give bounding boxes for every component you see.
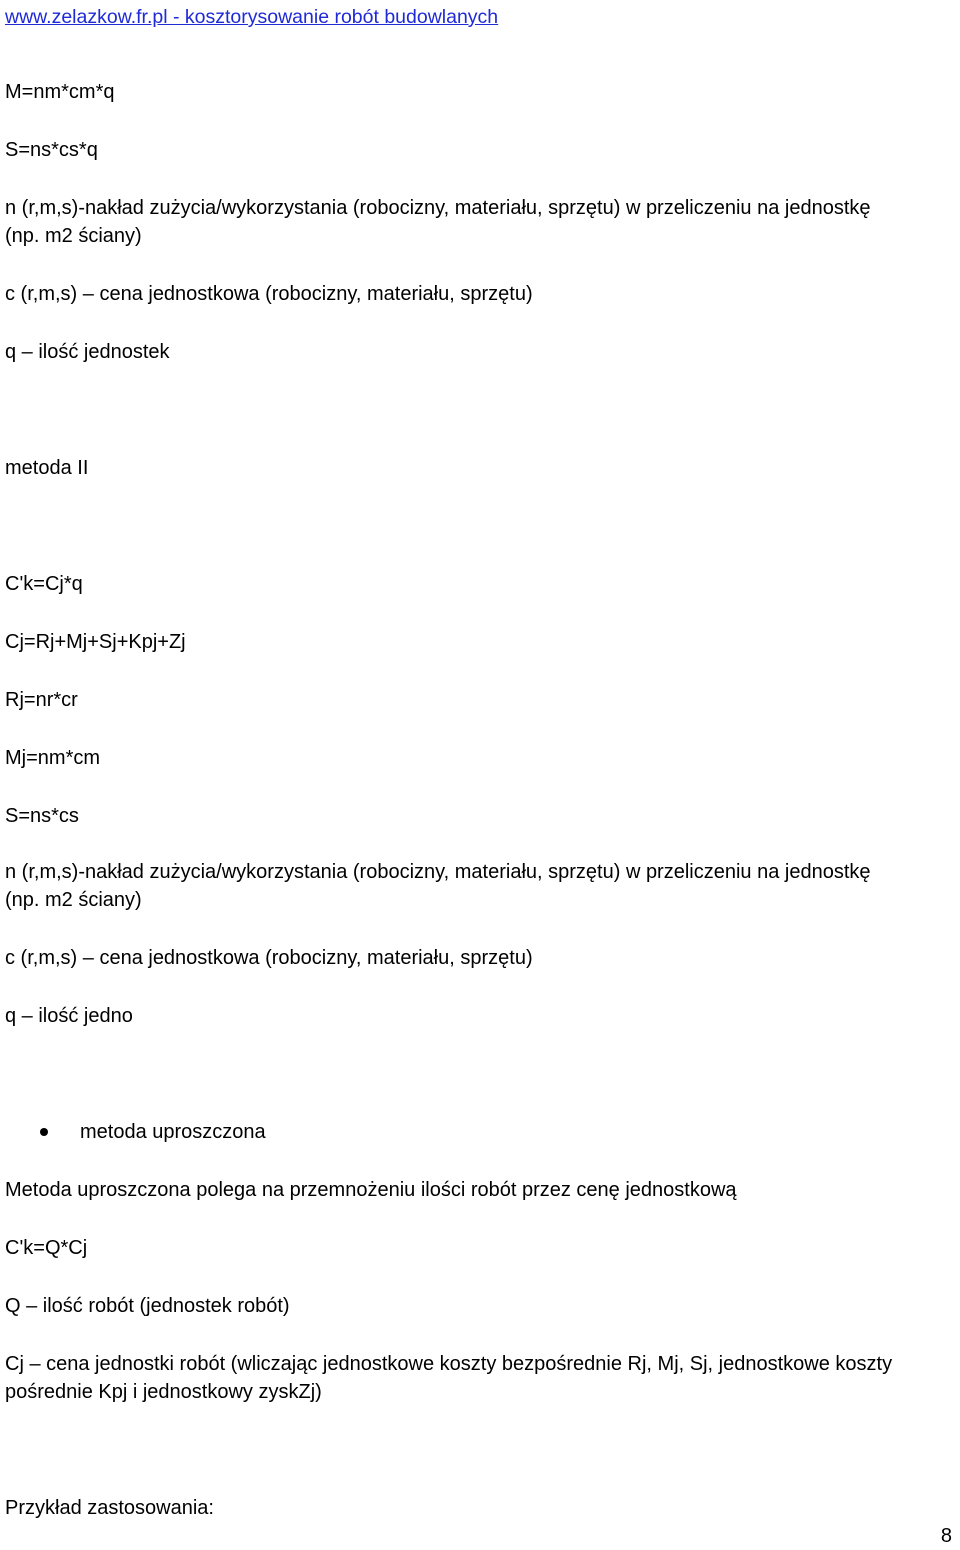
c-definition-2: c (r,m,s) – cena jednostkowa (robocizny, materiału, sprzętu)	[5, 947, 533, 969]
formula-ck-simplified: C'k=Q*Cj	[5, 1237, 88, 1259]
simplified-method-description: Metoda uproszczona polega na przemnożeniu ilości robót przez cenę jednostkową	[5, 1179, 737, 1201]
page-number: 8	[940, 1525, 952, 1547]
formula-ck: C'k=Cj*q	[5, 573, 83, 595]
n-definition-2-line-1: n (r,m,s)-nakład zużycia/wykorzystania (robocizny, materiału, sprzętu) w przeliczeniu na jednostkę	[5, 861, 871, 883]
q-definition-3: Q – ilość robót (jednostek robót)	[5, 1295, 290, 1317]
n-definition-line-2: (np. m2 ściany)	[5, 225, 142, 247]
cj-definition-line-1: Cj – cena jednostki robót (wliczając jednostkowe koszty bezpośrednie Rj, Mj, Sj, jednostkowe koszty	[5, 1353, 893, 1375]
formula-rj: Rj=nr*cr	[5, 689, 78, 711]
formula-s: S=ns*cs*q	[5, 139, 98, 161]
q-definition: q – ilość jednostek	[5, 341, 170, 363]
bullet-icon	[40, 1128, 48, 1136]
formula-m: M=nm*cm*q	[5, 81, 115, 103]
c-definition: c (r,m,s) – cena jednostkowa (robocizny, materiału, sprzętu)	[5, 283, 533, 305]
formula-mj: Mj=nm*cm	[5, 747, 101, 769]
n-definition-line-1: n (r,m,s)-nakład zużycia/wykorzystania (robocizny, materiału, sprzętu) w przeliczeniu na jednostkę	[5, 197, 871, 219]
header-link[interactable]: www.zelazkow.fr.pl - kosztorysowanie robót budowlanych	[5, 6, 499, 28]
n-definition-2-line-2: (np. m2 ściany)	[5, 889, 142, 911]
q-definition-2: q – ilość jedno	[5, 1005, 133, 1027]
method-2-heading: metoda II	[5, 457, 89, 479]
example-heading: Przykład zastosowania:	[5, 1497, 214, 1519]
simplified-method-bullet: metoda uproszczona	[80, 1121, 266, 1143]
formula-cj: Cj=Rj+Mj+Sj+Kpj+Zj	[5, 631, 186, 653]
formula-s-2: S=ns*cs	[5, 805, 79, 827]
cj-definition-line-2: pośrednie Kpj i jednostkowy zyskZj)	[5, 1381, 322, 1403]
